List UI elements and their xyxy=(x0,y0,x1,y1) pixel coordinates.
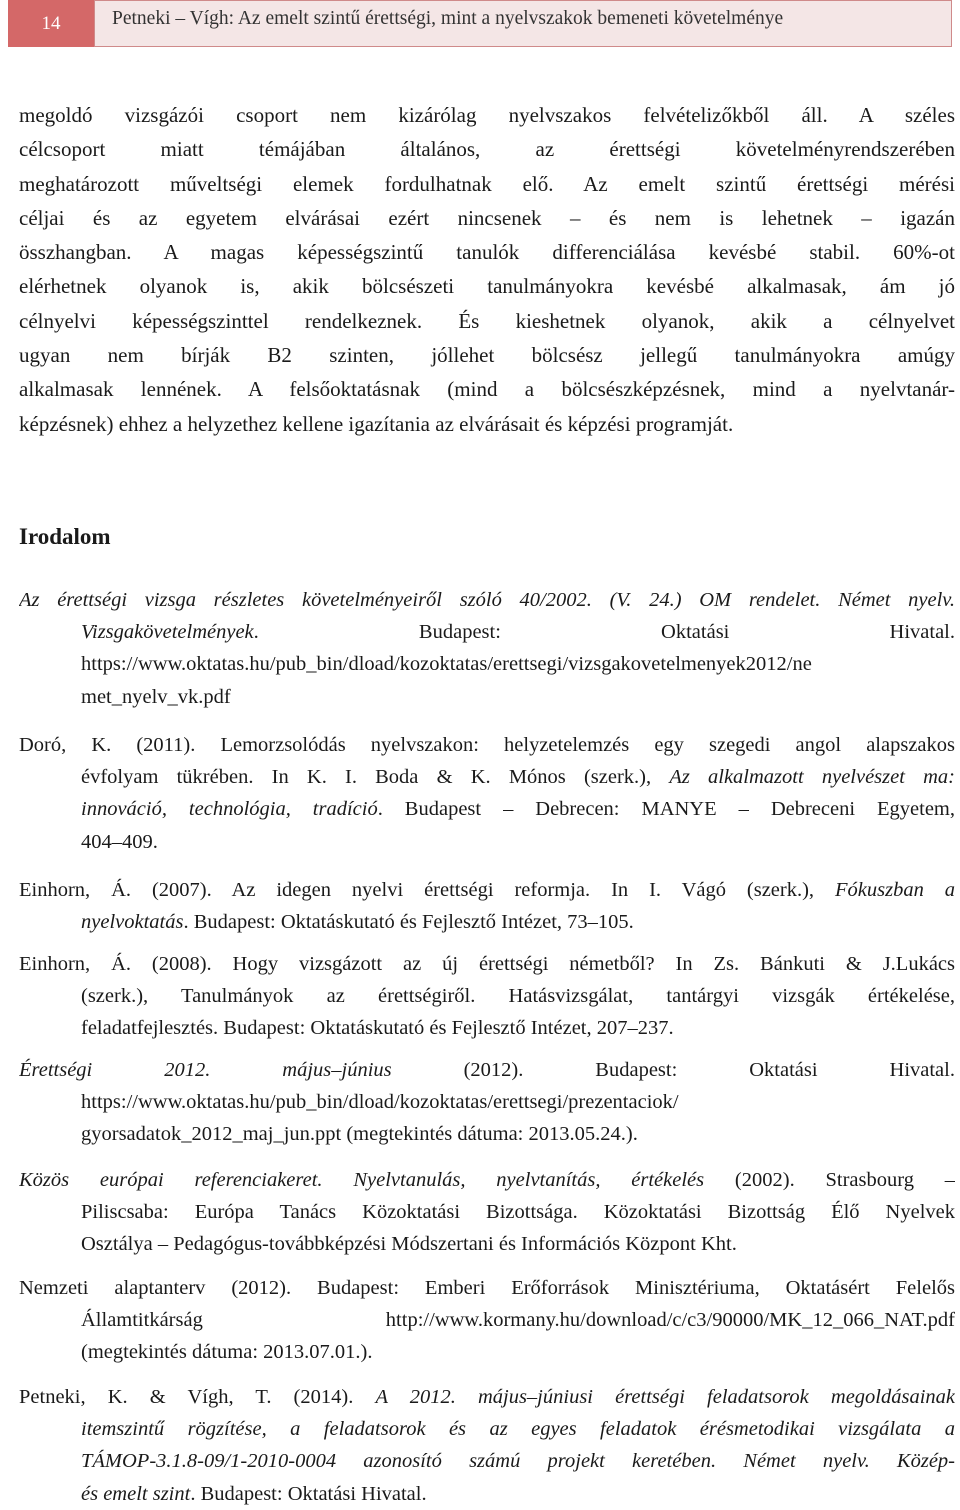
section-heading: Irodalom xyxy=(19,524,111,549)
reference-text: évfolyam tükrében. In K. I. Boda & K. Mónos (szerk.), xyxy=(81,766,670,789)
reference-line xyxy=(19,1336,955,1368)
body-line: célnyelvi képességszinttel rendelkeznek. És kieshetnek olyanok, akik a célnyelvet xyxy=(19,308,955,333)
reference-line xyxy=(19,1054,955,1086)
body-line: összhangban. A magas képességszintű tanulók differenciálása kevésbé stabil. 60%-ot xyxy=(19,240,955,265)
reference-text: Nemzeti alaptanterv (2012). Budapest: Emberi Erőforrások Minisztériuma, Oktatásért Felelős xyxy=(19,1277,955,1299)
reference-line xyxy=(19,980,955,1012)
reference-text: Érettségi 2012. május–június xyxy=(19,1059,392,1081)
body-line: megoldó vizsgázói csoport nem kizárólag nyelvszakos felvételizőkből áll. A széles xyxy=(19,103,955,127)
reference-entry xyxy=(19,729,955,858)
reference-text: met_nyelv_vk.pdf xyxy=(81,685,231,708)
reference-text: . Budapest: Oktatáskutató és Fejlesztő Intézet, 73–105. xyxy=(183,911,634,934)
reference-line xyxy=(19,1012,955,1044)
reference-text: . Budapest: Oktatási Hivatal. xyxy=(190,1482,427,1505)
reference-text: TÁMOP-3.1.8-09/1-2010-0004 azonosító számú projekt keretében. Német nyelv. Közép- xyxy=(81,1450,955,1473)
page-header xyxy=(8,0,952,47)
reference-text: és emelt szint xyxy=(81,1482,191,1505)
reference-text: 404–409. xyxy=(81,830,158,853)
reference-text: feladatfejlesztés. Budapest: Oktatáskutató és Fejlesztő Intézet, 207–237. xyxy=(81,1017,674,1040)
reference-text: (2012). Budapest: Oktatási Hivatal. xyxy=(391,1059,955,1081)
reference-line xyxy=(19,948,955,980)
reference-line xyxy=(19,1196,955,1228)
body-line: meghatározott műveltségi elemek fordulhatnak elő. Az emelt szintű érettségi mérési xyxy=(19,171,955,196)
reference-entry xyxy=(19,584,955,713)
reference-text: itemszintű rögzítése, a feladatsorok és az egyes feladatok érésmetodikai vizsgálata a xyxy=(81,1418,955,1441)
reference-text: Közös európai referenciakeret. Nyelvtanulás, nyelvtanítás, értékelés xyxy=(19,1169,705,1191)
reference-text: Vizsgakövetelmények xyxy=(81,621,254,644)
reference-line xyxy=(19,1445,955,1477)
reference-text: https://www.oktatas.hu/pub_bin/dload/kozoktatas/erettsegi/prezentaciok/ xyxy=(81,1091,679,1114)
reference-entry xyxy=(19,1272,955,1369)
reference-entry xyxy=(19,1164,955,1261)
reference-line xyxy=(19,584,955,616)
reference-line xyxy=(19,1272,955,1304)
reference-text: Osztálya – Pedagógus-továbbképzési Módszertani és Információs Központ Kht. xyxy=(81,1233,737,1256)
body-line: elérhetnek olyanok is, akik bölcsészeti tanulmányokra kevésbé alkalmasak, ám jó xyxy=(19,274,955,299)
reference-entry xyxy=(19,874,955,938)
reference-text: gyorsadatok_2012_maj_jun.ppt (megtekintés dátuma: 2013.05.24.). xyxy=(81,1123,638,1146)
reference-text: Einhorn, Á. (2007). Az idegen nyelvi érettségi reformja. In I. Vágó (szerk.), xyxy=(19,879,835,901)
reference-line xyxy=(19,648,955,680)
reference-line xyxy=(19,761,955,793)
reference-line xyxy=(19,1086,955,1118)
reference-text: Államtitkárság http://www.kormany.hu/download/c/c3/90000/MK_12_066_NAT.pdf xyxy=(81,1309,955,1332)
reference-text: Doró, K. (2011). Lemorzsolódás nyelvszakon: helyzetelemzés egy szegedi angol alapszakos xyxy=(19,734,955,756)
reference-text: A 2012. május–júniusi érettségi feladatsorok megoldásainak xyxy=(375,1386,955,1408)
reference-line xyxy=(19,1164,955,1196)
reference-text: Az alkalmazott nyelvészet ma: xyxy=(669,766,955,789)
reference-text: Az érettségi vizsga részletes követelményeiről szóló 40/2002. (V. 24.) OM rendelet. Német nyelv. xyxy=(19,589,955,611)
reference-text: (megtekintés dátuma: 2013.07.01.). xyxy=(81,1341,373,1364)
reference-entry xyxy=(19,1381,955,1510)
reference-line xyxy=(19,1478,955,1510)
reference-text: nyelvoktatás xyxy=(81,911,184,934)
reference-text: Einhorn, Á. (2008). Hogy vizsgázott az új érettségi németből? In Zs. Bánkuti & J.Lukács xyxy=(19,953,955,975)
reference-text: innováció, technológia, tradíció xyxy=(81,798,378,821)
body-line: célcsoport miatt témájában általános, az érettségi követelményrendszerében xyxy=(19,137,955,162)
reference-text: Petneki, K. & Vígh, T. (2014). xyxy=(19,1386,376,1408)
reference-line xyxy=(19,616,955,648)
reference-line xyxy=(19,1118,955,1150)
body-line: céljai és az egyetem elvárásai ezért nincsenek – és nem is lehetnek – igazán xyxy=(19,205,955,230)
reference-text: (2002). Strasbourg – xyxy=(704,1169,955,1191)
reference-line xyxy=(19,1228,955,1260)
reference-text: https://www.oktatas.hu/pub_bin/dload/kozoktatas/erettsegi/vizsgakovetelmenyek2012/ne xyxy=(81,653,812,676)
reference-line xyxy=(19,874,955,906)
reference-text: Piliscsaba: Európa Tanács Közoktatási Bizottsága. Közoktatási Bizottság Élő Nyelvek xyxy=(81,1201,955,1224)
reference-text: . Budapest: Oktatási Hivatal. xyxy=(253,621,955,644)
reference-line xyxy=(19,906,955,938)
reference-text: Fókuszban a xyxy=(835,879,955,901)
body-line: képzésnek) ehhez a helyzethez kellene igazítania az elvárásait és képzési programját. xyxy=(19,411,734,436)
body-line: ugyan nem bírják B2 szinten, jóllehet bölcsész jellegű tanulmányokra amúgy xyxy=(19,343,955,368)
reference-entry xyxy=(19,1054,955,1151)
running-title: Petneki – Vígh: Az emelt szintű érettségi, mint a nyelvszakok bemeneti követelménye xyxy=(112,8,784,29)
reference-line xyxy=(19,729,955,761)
reference-entry xyxy=(19,948,955,1045)
reference-text: . Budapest – Debrecen: MANYE – Debreceni Egyetem, xyxy=(377,798,955,821)
reference-line xyxy=(19,793,955,825)
reference-line xyxy=(19,1304,955,1336)
page-number: 14 xyxy=(8,0,94,47)
body-text xyxy=(19,98,955,441)
reference-text: (szerk.), Tanulmányok az érettségiről. Hatásvizsgálat, tantárgyi vizsgák értékelése, xyxy=(81,985,955,1008)
body-line: alkalmasak lennének. A felsőoktatásnak (mind a bölcsészképzésnek, mind a nyelvtanár- xyxy=(19,377,955,402)
reference-line xyxy=(19,1413,955,1445)
reference-line xyxy=(19,1381,955,1413)
reference-line xyxy=(19,826,955,858)
reference-line xyxy=(19,681,955,713)
